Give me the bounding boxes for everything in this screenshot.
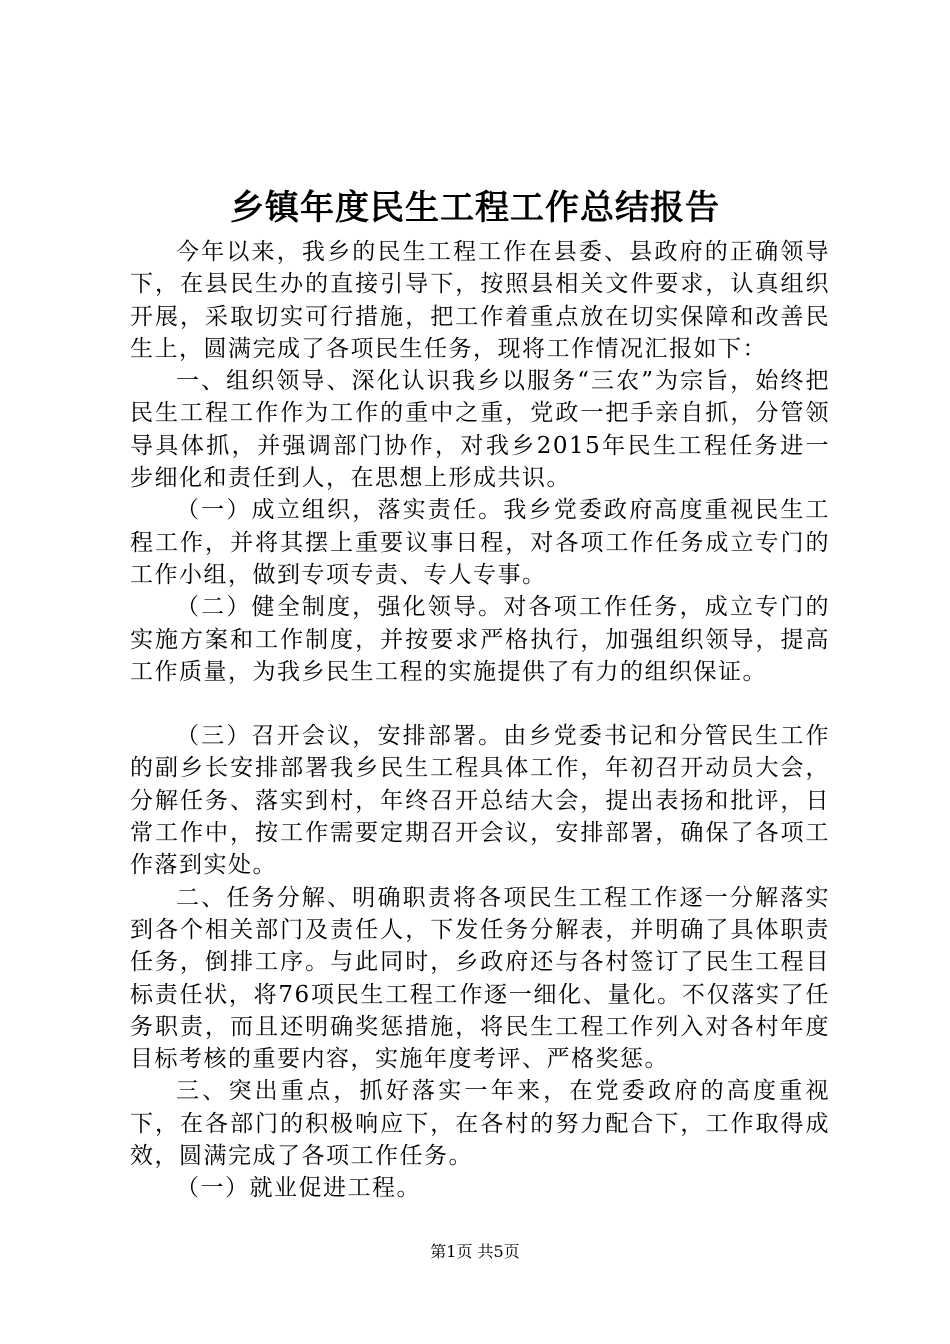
paragraph-section-2: 二、任务分解、明确职责将各项民生工程工作逐一分解落实到各个相关部门及责任人，下发任务分解表，并明确了具体职责任务，倒排工序。与此同时，乡政府还与各村签订了民生工程目标责任状，将76项民生工程工作逐一细化、量化。不仅落实了任务职责，而且还明确奖惩措施，将民生工程工作列入对各村年度目标考核的重要内容，实施年度考评、严格奖惩。 [130, 884, 830, 1073]
paragraph-section-3: 三、突出重点，抓好落实一年来，在党委政府的高度重视下，在各部门的积极响应下，在各村的努力配合下，工作取得成效，圆满完成了各项工作任务。 [130, 1078, 830, 1170]
paragraph-section-1-2: （二）健全制度，强化领导。对各项工作任务，成立专门的实施方案和工作制度，并按要求严格执行，加强组织领导，提高工作质量，为我乡民生工程的实施提供了有力的组织保证。 [130, 594, 830, 685]
paragraph-spacer [130, 688, 830, 720]
paragraph-section-1: 一、组织领导、深化认识我乡以服务“三农”为宗旨，始终把民生工程工作作为工作的重中之重，党政一把手亲自抓，分管领导具体抓，并强调部门协作，对我乡2015年民生工程任务进一步细化和责任到人，在思想上形成共识。 [130, 368, 830, 492]
paragraph-section-1-1: （一）成立组织，落实责任。我乡党委政府高度重视民生工程工作，并将其摆上重要议事日程，对各项工作任务成立专门的工作小组，做到专项专责、专人专事。 [130, 497, 830, 588]
paragraph-section-1-3: （三）召开会议，安排部署。由乡党委书记和分管民生工作的副乡长安排部署我乡民生工程具体工作，年初召开动员大会，分解任务、落实到村，年终召开总结大会，提出表扬和批评，日常工作中，按工作需要定期召开会议，安排部署，确保了各项工作落到实处。 [130, 723, 830, 879]
paragraph-intro: 今年以来，我乡的民生工程工作在县委、县政府的正确领导下，在县民生办的直接引导下，按照县相关文件要求，认真组织开展，采取切实可行措施，把工作着重点放在切实保障和改善民生上，圆满完成了各项民生任务，现将工作情况汇报如下： [130, 239, 830, 362]
document-title: 乡镇年度民生工程工作总结报告 [230, 188, 720, 228]
paragraph-section-3-1: （一）就业促进工程。 [176, 1175, 421, 1202]
page-footer: 第1页 共5页 [430, 1242, 520, 1261]
document-body [130, 236, 830, 1205]
